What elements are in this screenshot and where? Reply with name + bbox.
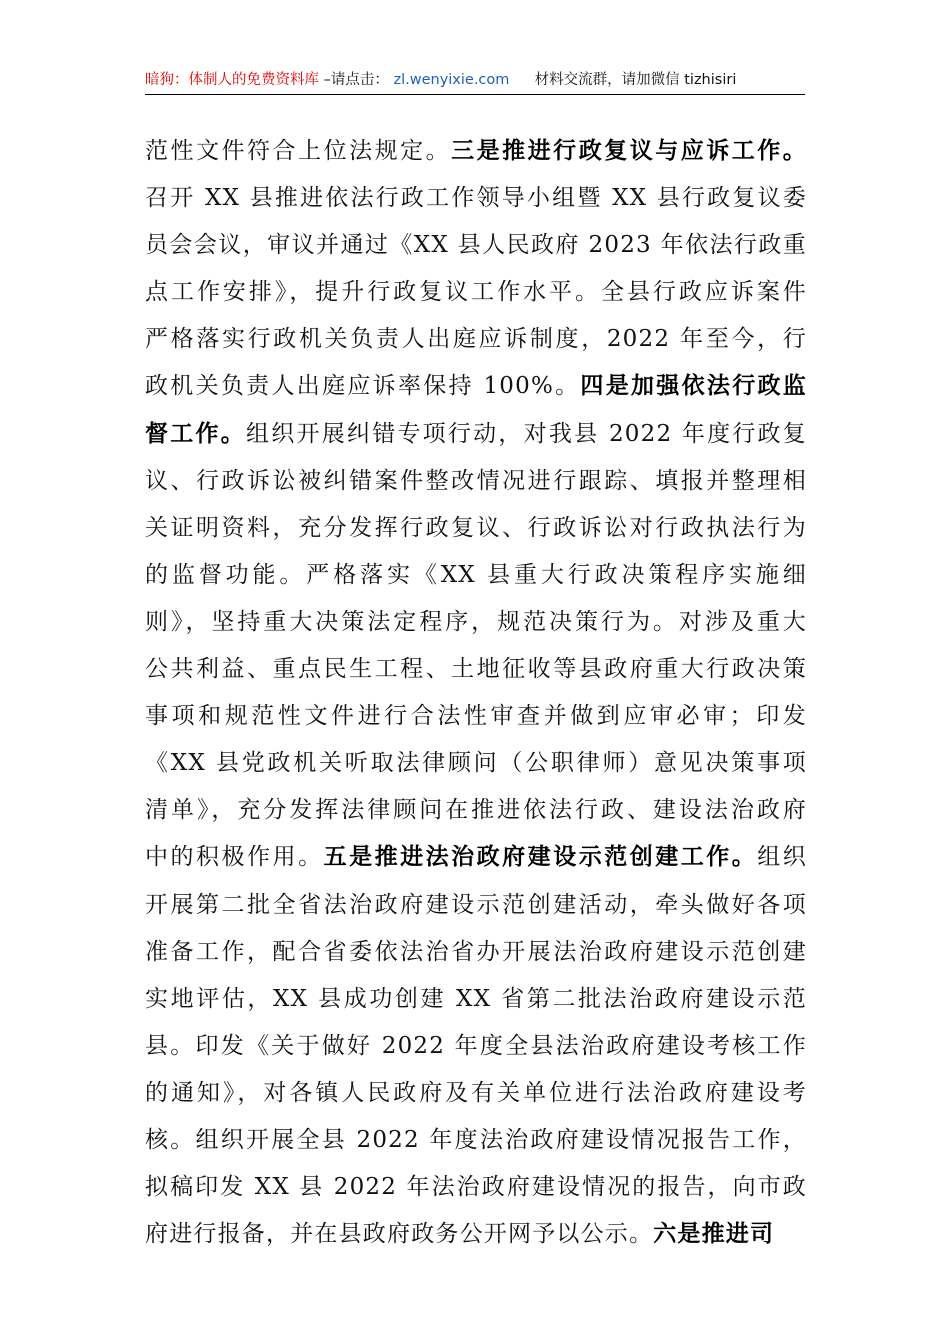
body-text-segment: 清单》，充分发挥法律顾问在推进依法行政、建设法治政府 xyxy=(145,797,807,824)
bold-heading-text: 四是加强依法行政监 xyxy=(580,373,807,400)
header-wechat-note: 材料交流群，请加微信 tizhisiri xyxy=(534,72,737,88)
body-text-segment: 的监督功能。严格落实《XX 县重大行政决策程序实施细 xyxy=(145,561,807,588)
body-line xyxy=(145,976,807,1023)
body-line xyxy=(145,929,807,976)
body-text-segment: 公共利益、重点民生工程、土地征收等县政府重大行政决策 xyxy=(145,656,807,683)
body-text-segment: 府进行报备，并在县政府政务公开网予以公示。 xyxy=(145,1221,654,1248)
body-line xyxy=(145,1023,807,1070)
document-body xyxy=(145,128,807,1258)
body-line xyxy=(145,1070,807,1117)
body-line xyxy=(145,1117,807,1164)
body-text-segment: 核。组织开展全县 2022 年度法治政府建设情况报告工作， xyxy=(145,1126,807,1153)
bold-heading-text: 督工作。 xyxy=(145,420,246,447)
body-line xyxy=(145,505,807,552)
body-text-segment: 的通知》，对各镇人民政府及有关单位进行法治政府建设考 xyxy=(145,1079,807,1106)
body-text-segment: 组织开展纠错专项行动，对我县 2022 年度行政复 xyxy=(245,420,807,447)
body-line xyxy=(145,222,807,269)
body-text-segment: 关证明资料，充分发挥行政复议、行政诉讼对行政执法行为 xyxy=(145,514,807,541)
bold-heading-text: 六是推进司 xyxy=(653,1221,775,1248)
body-line xyxy=(145,1211,807,1258)
body-text-segment: 议、行政诉讼被纠错案件整改情况进行跟踪、填报并整理相 xyxy=(145,467,807,494)
body-text-segment: 点工作安排》，提升行政复议工作水平。全县行政应诉案件 xyxy=(145,279,807,306)
body-line xyxy=(145,128,807,175)
body-text-segment: 拟稿印发 XX 县 2022 年法治政府建设情况的报告，向市政 xyxy=(145,1174,807,1201)
body-text-segment: 政机关负责人出庭应诉率保持 100%。 xyxy=(145,373,581,400)
body-text-segment: 开展第二批全省法治政府建设示范创建活动，牵头做好各项 xyxy=(145,891,807,918)
body-line xyxy=(145,1164,807,1211)
body-line xyxy=(145,646,807,693)
body-line xyxy=(145,882,807,929)
body-text-segment: 召开 XX 县推进依法行政工作领导小组暨 XX 县行政复议委 xyxy=(145,185,807,212)
body-text-segment: 中的积极作用。 xyxy=(145,844,324,871)
body-text-segment: 准备工作，配合省委依法治省办开展法治政府建设示范创建 xyxy=(145,938,807,965)
header-click-prompt: –请点击： xyxy=(323,72,389,88)
body-text-segment: 《XX 县党政机关听取法律顾问（公职律师）意见决策事项 xyxy=(145,750,807,777)
body-line xyxy=(145,599,807,646)
body-text-segment: 县。印发《关于做好 2022 年度全县法治政府建设考核工作 xyxy=(145,1032,807,1059)
body-text-segment: 严格落实行政机关负责人出庭应诉制度，2022 年至今，行 xyxy=(145,326,807,353)
body-line xyxy=(145,552,807,599)
body-text-segment: 范性文件符合上位法规定。 xyxy=(145,138,452,164)
body-text-segment: 则》，坚持重大决策法定程序，规范决策行为。对涉及重大 xyxy=(145,608,807,635)
bold-heading-text: 三是推进行政复议与应诉工作。 xyxy=(451,138,807,164)
body-line xyxy=(145,740,807,787)
body-line xyxy=(145,458,807,505)
header-link[interactable]: zl.wenyixie.com xyxy=(393,72,510,88)
page-header xyxy=(145,66,805,95)
body-line xyxy=(145,787,807,834)
body-text-segment: 实地评估，XX 县成功创建 XX 省第二批法治政府建设示范 xyxy=(145,985,807,1012)
header-site-name: 暗狗：体制人的免费资料库 xyxy=(145,72,319,88)
body-line xyxy=(145,269,807,316)
body-line xyxy=(145,363,807,410)
body-line xyxy=(145,834,807,881)
body-text-segment: 组织 xyxy=(757,844,808,871)
body-line xyxy=(145,175,807,222)
body-line xyxy=(145,411,807,458)
bold-heading-text: 五是推进法治政府建设示范创建工作。 xyxy=(323,844,758,871)
body-line xyxy=(145,316,807,363)
body-text-segment: 事项和规范性文件进行合法性审查并做到应审必审；印发 xyxy=(145,703,807,730)
body-text-segment: 员会会议，审议并通过《XX 县人民政府 2023 年依法行政重 xyxy=(145,232,807,259)
body-line xyxy=(145,693,807,740)
